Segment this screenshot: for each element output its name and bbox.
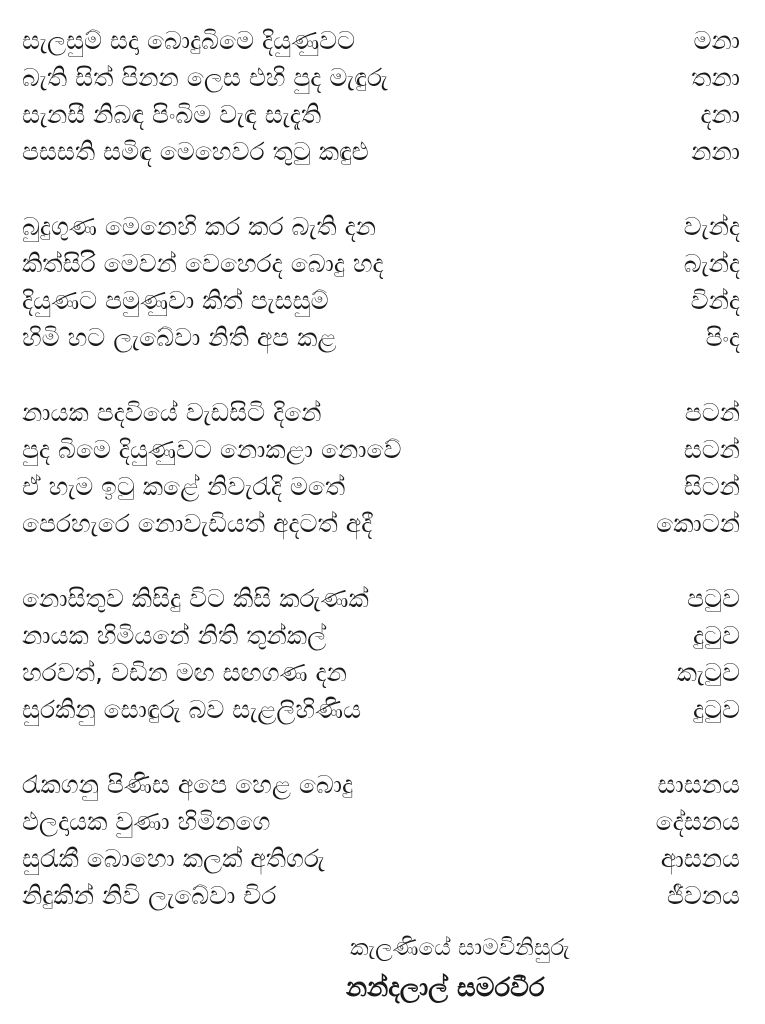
line-text: සැනසී නිබඳ පිංබිම වැඳ සැදැති bbox=[22, 100, 322, 129]
line-rhyme-word: සිටන් bbox=[683, 472, 740, 501]
line-text: පෙරහැරෙ නොවැඩියත් අදටත් අදී bbox=[22, 509, 373, 538]
poem-line bbox=[22, 877, 740, 914]
line-rhyme-word: නනා bbox=[691, 137, 740, 166]
poem-line bbox=[22, 319, 740, 356]
line-rhyme-word: ජීවනය bbox=[666, 881, 740, 910]
poem-line bbox=[22, 840, 740, 877]
line-rhyme-word: කැටුව bbox=[676, 658, 740, 687]
poem-line bbox=[22, 133, 740, 170]
poem-line bbox=[22, 282, 740, 319]
poem-credit bbox=[346, 930, 730, 1010]
poem-line bbox=[22, 59, 740, 96]
poem-line bbox=[22, 96, 740, 133]
line-text: සුරැකී බොහො කලක් අතිගරු bbox=[22, 844, 325, 873]
line-rhyme-word: තනා bbox=[691, 63, 740, 92]
line-rhyme-word: මනා bbox=[693, 26, 740, 55]
poem-line bbox=[22, 654, 740, 691]
poem-line bbox=[22, 431, 740, 468]
line-text: පසසති සමිඳ මෙහෙවර තුටු කඳුළු bbox=[22, 137, 369, 166]
poem-line bbox=[22, 803, 740, 840]
stanza bbox=[22, 766, 740, 914]
line-rhyme-word: දේසනය bbox=[655, 807, 740, 836]
poem-line bbox=[22, 691, 740, 728]
stanza bbox=[22, 580, 740, 728]
line-text: රැකගනු පිණිස අපෙ හෙළ බොදු bbox=[22, 770, 354, 799]
line-text: නායක පදවියේ වැඩසිටි දිනේ bbox=[22, 398, 322, 427]
poem-line bbox=[22, 505, 740, 542]
line-rhyme-word: පටුව bbox=[687, 584, 740, 613]
stanza bbox=[22, 394, 740, 542]
line-rhyme-word: පටන් bbox=[684, 398, 740, 427]
line-text: නිදුකින් නිවි ලැබේවා චිර bbox=[22, 881, 277, 910]
stanza bbox=[22, 208, 740, 356]
stanza bbox=[22, 22, 740, 170]
line-text: කිත්සිරි මෙවන් වෙහෙරද බොදු හද bbox=[22, 249, 384, 278]
line-text: හිමි හට ලැබේවා නිති අප කළ bbox=[22, 323, 337, 352]
poem-line bbox=[22, 468, 740, 505]
poem-line bbox=[22, 208, 740, 245]
line-text: පුද බිමෙ දියුණුවට නොකළා නොවේ bbox=[22, 435, 402, 464]
poem-line bbox=[22, 394, 740, 431]
poem-line bbox=[22, 245, 740, 282]
line-text: ඵලදායක වුණා හිමිනගෙ bbox=[22, 807, 271, 836]
line-text: හරවත්, වඩින මඟ සඟගණ දන bbox=[22, 658, 347, 687]
line-text: සැලසුම් සදා බොදුබිමෙ දියුණුවට bbox=[22, 26, 356, 55]
line-rhyme-word: සටන් bbox=[683, 435, 740, 464]
line-rhyme-word: කොටන් bbox=[656, 509, 740, 538]
line-rhyme-word: දුටුව bbox=[692, 695, 740, 724]
line-text: සුරකිනු සොඳුරු බව සැළලිහිණිය bbox=[22, 695, 362, 724]
author-title: කැලණියේ සාමවිනිසුරු bbox=[350, 935, 570, 961]
line-rhyme-word: වින්ද bbox=[690, 286, 740, 315]
line-text: දියුණට පමුණුවා කිත් පැසසුම් bbox=[22, 286, 329, 315]
poem-line bbox=[22, 617, 740, 654]
line-text: නායක හිමියනේ නිති තුන්කල් bbox=[22, 621, 327, 650]
line-text: බැති සිත් පිනන ලෙස එහි පුද මැඳුරු bbox=[22, 63, 388, 92]
poem-line bbox=[22, 766, 740, 803]
line-text: ඒ හැම ඉටු කළේ නිවැරැදි මතේ bbox=[22, 472, 346, 501]
line-rhyme-word: වැන්ද bbox=[683, 212, 740, 241]
line-rhyme-word: සාසනය bbox=[657, 770, 740, 799]
author-name: නන්දලාල් සමරවීර bbox=[346, 973, 545, 1003]
poem-line bbox=[22, 580, 740, 617]
line-rhyme-word: පිංද bbox=[705, 323, 740, 352]
line-text: නොසිතුව කිසිදු විට කිසි කරුණක් bbox=[22, 584, 369, 613]
poem bbox=[22, 22, 740, 952]
line-rhyme-word: බැන්ද bbox=[683, 249, 740, 278]
poem-line bbox=[22, 22, 740, 59]
line-rhyme-word: දුටුව bbox=[692, 621, 740, 650]
line-text: බුදුගුණ මෙනෙහි කර කර බැති දන bbox=[22, 212, 377, 241]
line-rhyme-word: ආසනය bbox=[660, 844, 740, 873]
line-rhyme-word: දනා bbox=[700, 100, 740, 129]
